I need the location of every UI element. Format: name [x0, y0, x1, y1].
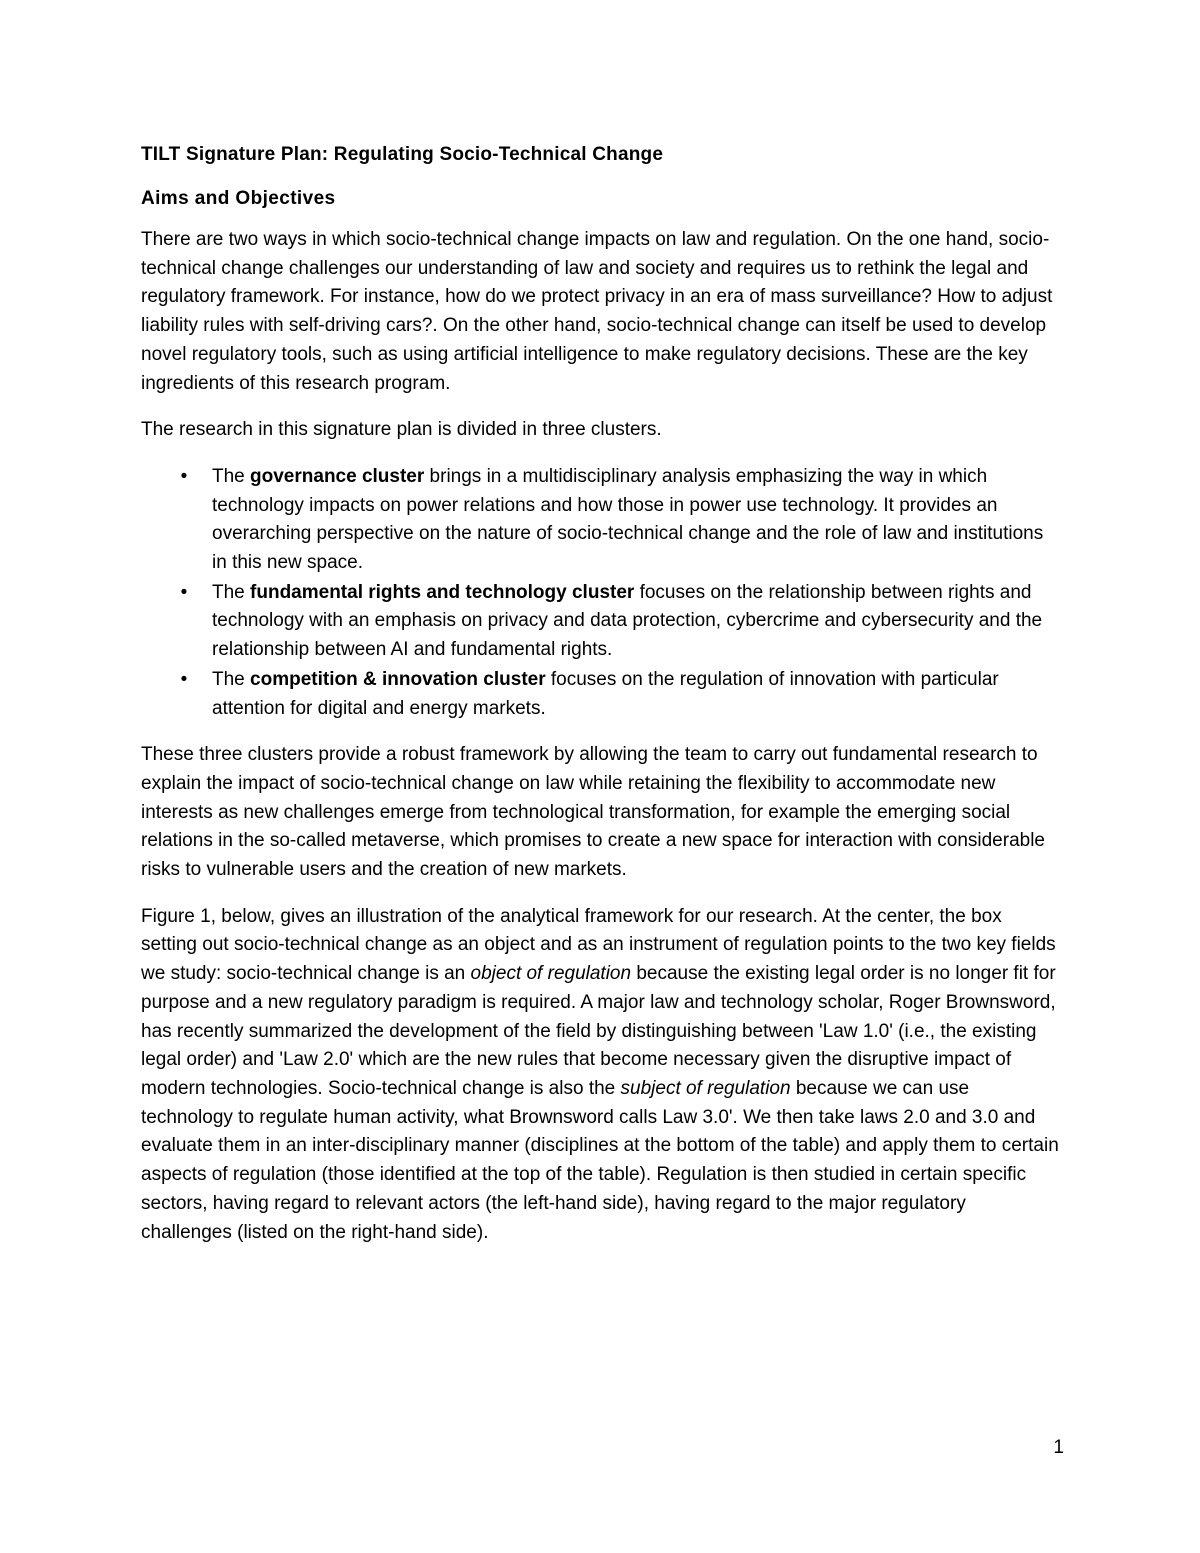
clusters-intro-paragraph: The research in this signature plan is divided in three clusters.: [141, 419, 662, 441]
cluster-description: focuses on the relationship between rights and technology with an emphasis on privacy and data protection, cybercrime and cybersecurity and the relationship between AI and fundamental rights.: [212, 581, 1043, 661]
page-content: [141, 140, 1061, 1265]
cluster-prefix: The: [212, 465, 251, 487]
document-title: TILT Signature Plan: Regulating Socio-Technical Change: [141, 144, 664, 165]
cluster-prefix: The: [212, 668, 251, 690]
bullet-icon: •: [180, 465, 188, 487]
figure-paragraph-part-2: because the existing legal order is no longer fit for purpose and a new regulatory paradigm is required. A major law and technology scholar, Roger Brownsword, has recently summarized the development of the field by distinguishing between 'Law 1.0' (i.e., the existing legal order) and 'Law 2.0' which are the new rules that become necessary given the disruptive impact of modern technologies. Socio-technical change is also the: [141, 963, 1056, 1099]
cluster-name: governance cluster: [250, 465, 425, 487]
cluster-prefix: The: [212, 581, 251, 603]
list-item-competition-innovation-cluster: [141, 666, 1061, 723]
clusters-list: [141, 463, 1061, 723]
subject-of-regulation-emphasis: subject of regulation: [620, 1077, 791, 1099]
framework-paragraph: These three clusters provide a robust framework by allowing the team to carry out fundamental research to explain the impact of socio-technical change on law while retaining the flexibility to accommodate new interests as new challenges emerge from technological transformation, for example the emerging social relations in the so-called metaverse, which promises to create a new space for interaction with considerable risks to vulnerable users and the creation of new markets.: [141, 744, 1046, 881]
cluster-description: focuses on the regulation of innovation with particular attention for digital and energy markets.: [212, 668, 999, 719]
list-item-governance-cluster: [141, 463, 1061, 578]
bullet-icon: •: [180, 581, 188, 603]
bullet-icon: •: [180, 668, 188, 690]
page-number: 1: [1053, 1437, 1064, 1458]
cluster-description: brings in a multidisciplinary analysis emphasizing the way in which technology impacts on power relations and how those in power use technology. It provides an overarching perspective on the nature of socio-technical change and the role of law and institutions in this new space.: [212, 465, 1044, 574]
figure-paragraph-part-3: because we can use technology to regulate human activity, what Brownsword calls Law 3.0'. We then take laws 2.0 and 3.0 and evaluate them in an inter-disciplinary manner (disciplines at the bottom of the table) and apply them to certain aspects of regulation (those identified at the top of the table). Regulation is then studied in certain specific sectors, having regard to relevant actors (the left-hand side), having regard to the major regulatory challenges (listed on the right-hand side).: [141, 1077, 1059, 1243]
cluster-name: fundamental rights and technology cluster: [250, 581, 635, 603]
figure-paragraph: [141, 903, 1061, 1247]
object-of-regulation-emphasis: object of regulation: [470, 963, 632, 985]
cluster-name: competition & innovation cluster: [250, 668, 546, 690]
section-heading: Aims and Objectives: [141, 188, 336, 209]
list-item-fundamental-rights-cluster: [141, 579, 1061, 665]
intro-paragraph: There are two ways in which socio-technical change impacts on law and regulation. On the one hand, socio-technical change challenges our understanding of law and society and requires us to rethink the legal and regulatory framework. For instance, how do we protect privacy in an era of mass surveillance? How to adjust liability rules with self-driving cars?. On the other hand, socio-technical change can itself be used to develop novel regulatory tools, such as using artificial intelligence to make regulatory decisions. These are the key ingredients of this research program.: [141, 229, 1053, 394]
figure-paragraph-part-1: Figure 1, below, gives an illustration of the analytical framework for our research. At the center, the box setting out socio-technical change as an object and as an instrument of regulation points to the two key fields we study: socio-technical change is an: [141, 905, 1056, 985]
